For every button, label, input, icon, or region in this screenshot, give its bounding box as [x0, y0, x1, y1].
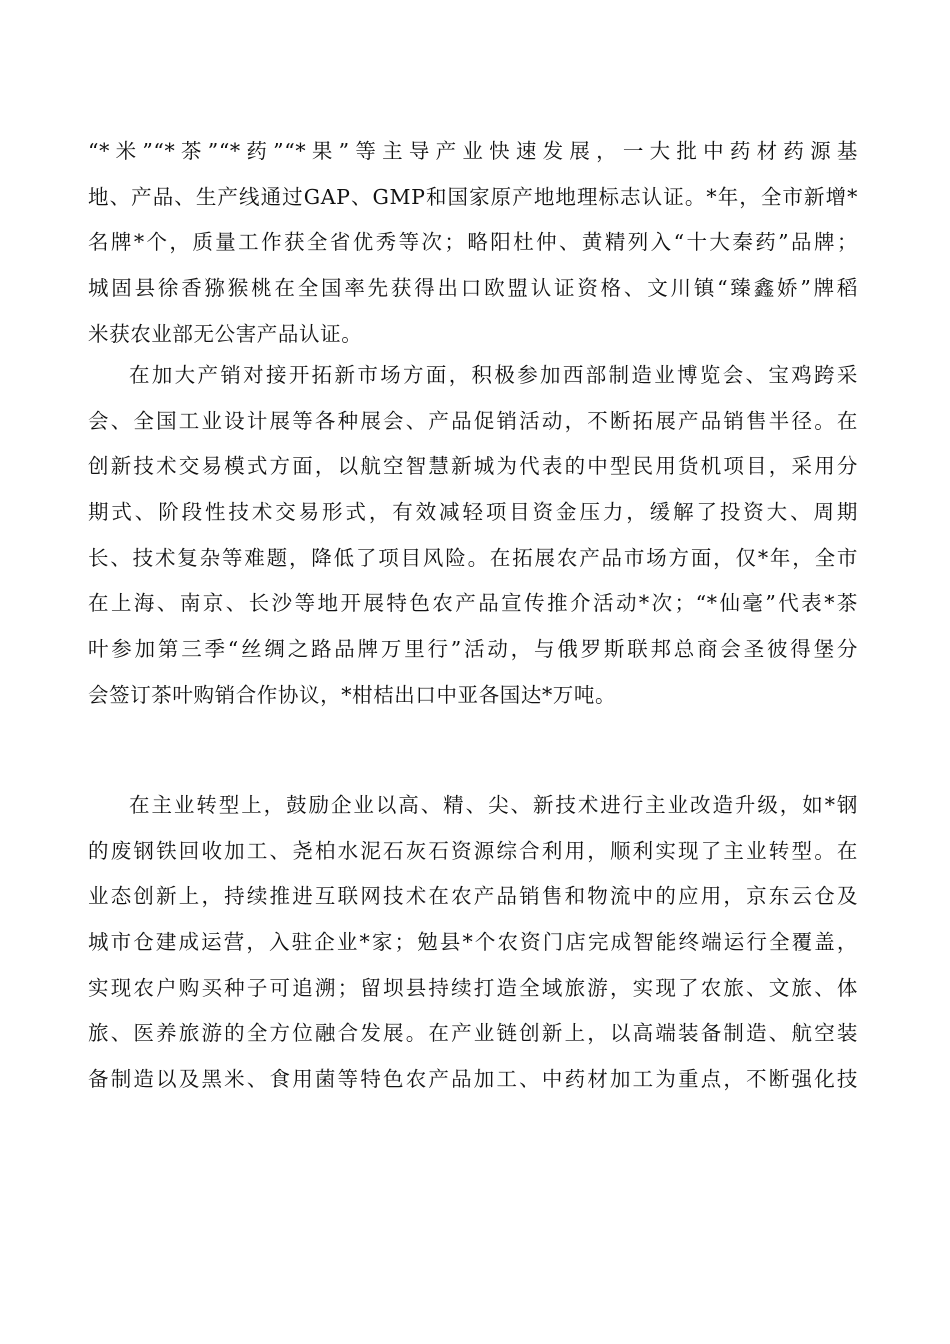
text-line: 期式、阶段性技术交易形式，有效减轻项目资金压力，缓解了投资大、周期: [88, 500, 858, 525]
paragraph-2: [88, 353, 858, 719]
text-line: 会签订茶叶购销合作协议，*柑桔出口中亚各国达*万吨。: [88, 682, 617, 707]
text-line: 名牌*个，质量工作获全省优秀等次；略阳杜仲、黄精列入“十大秦药”品牌；: [88, 230, 858, 255]
text-line: 城固县徐香猕猴桃在全国率先获得出口欧盟认证资格、文川镇“臻鑫娇”牌稻: [88, 276, 858, 301]
text-line: 旅、医养旅游的全方位融合发展。在产业链创新上，以高端装备制造、航空装: [88, 1021, 858, 1046]
text-line: 叶参加第三季“丝绸之路品牌万里行”活动，与俄罗斯联邦总商会圣彼得堡分: [88, 637, 858, 662]
text-line: 备制造以及黑米、食用菌等特色农产品加工、中药材加工为重点，不断强化技: [88, 1067, 858, 1092]
text-line: 创新技术交易模式方面，以航空智慧新城为代表的中型民用货机项目，采用分: [88, 454, 858, 479]
text-line: 在加大产销对接开拓新市场方面，积极参加西部制造业博览会、宝鸡跨采: [129, 363, 858, 387]
text-line: 在主业转型上，鼓励企业以高、精、尖、新技术进行主业改造升级，如*钢: [129, 793, 858, 817]
paragraph-3: [88, 783, 858, 1103]
text-line: 业态创新上，持续推进互联网技术在农产品销售和物流中的应用，京东云仓及: [88, 884, 858, 909]
paragraph-1: [88, 129, 858, 357]
text-line: 地、产品、生产线通过GAP、GMP和国家原产地地理标志认证。*年，全市新增*: [88, 184, 858, 209]
text-line: 城市仓建成运营，入驻企业*家；勉县*个农资门店完成智能终端运行全覆盖，: [88, 930, 858, 955]
text-line: 会、全国工业设计展等各种展会、产品促销活动，不断拓展产品销售半径。在: [88, 408, 858, 433]
text-line: 长、技术复杂等难题，降低了项目风险。在拓展农产品市场方面，仅*年，全市: [88, 545, 858, 570]
text-line: 的废钢铁回收加工、尧柏水泥石灰石资源综合利用，顺利实现了主业转型。在: [88, 838, 858, 863]
text-line: 米获农业部无公害产品认证。: [88, 321, 363, 346]
text-line: 实现农户购买种子可追溯；留坝县持续打造全域旅游，实现了农旅、文旅、体: [88, 975, 858, 1000]
text-line: 在上海、南京、长沙等地开展特色农产品宣传推介活动*次；“*仙毫”代表*茶: [88, 591, 858, 616]
text-line: “*米”“*茶”“*药”“*果”等主导产业快速发展，一大批中药材药源基: [88, 139, 858, 163]
